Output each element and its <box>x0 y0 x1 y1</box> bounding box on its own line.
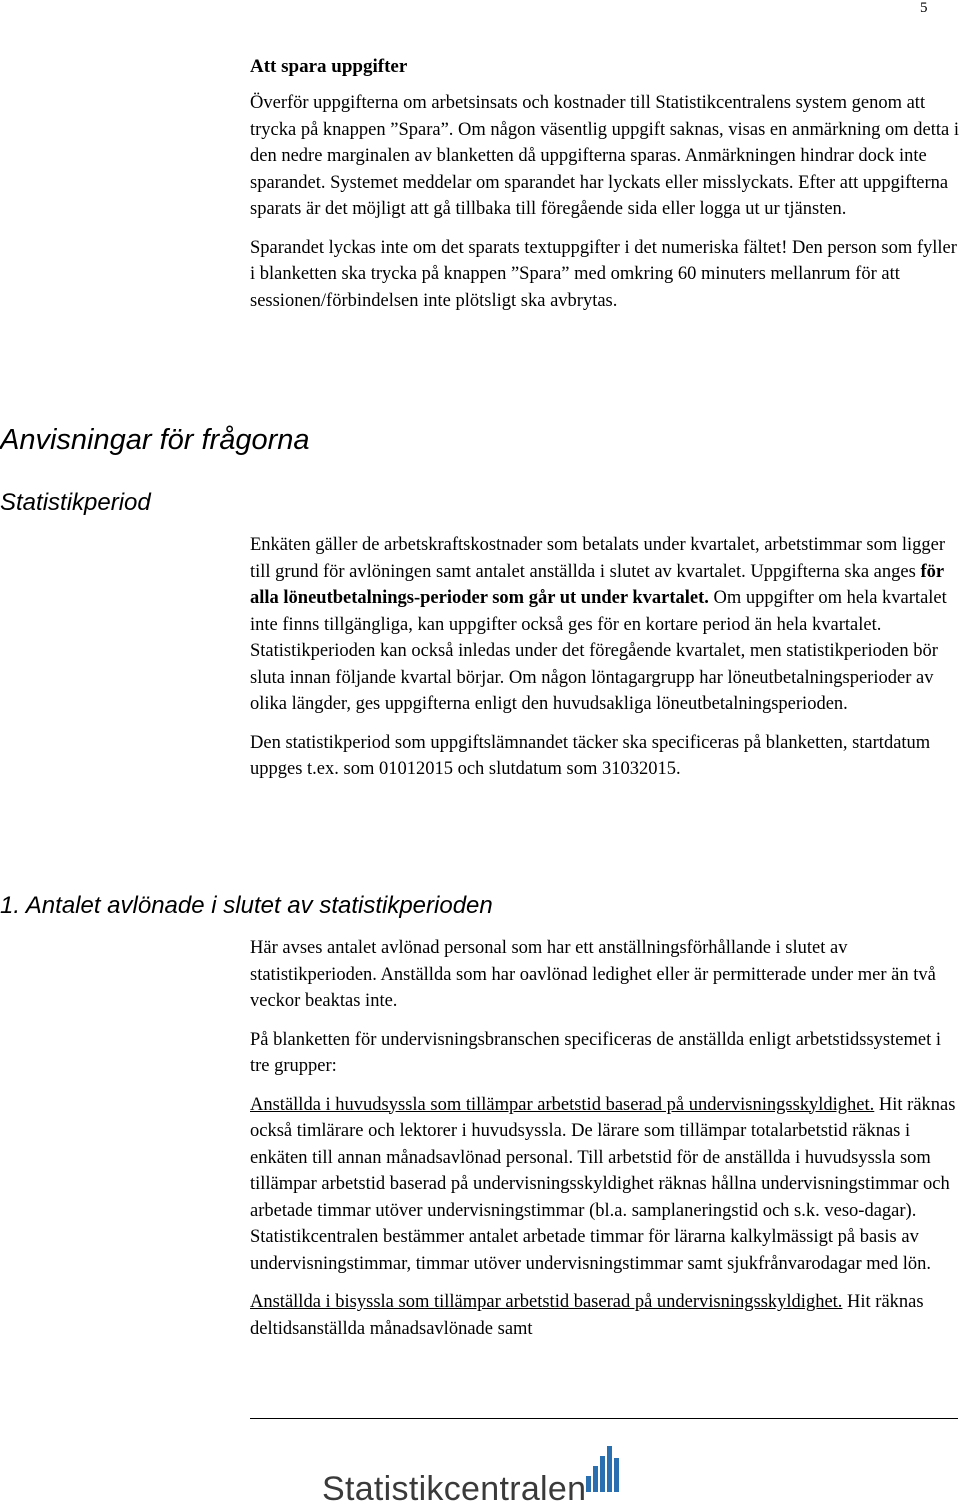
period-text-b: Om uppgifter om hela kvartalet inte finns tillgängliga, kan uppgifter också ges för en kortare period än hela kvartalet. Statistikperioden kan också inledas under det föregående kvartalet, men statistikperioden bör sluta innan följande kvartal börjar. Om någon löntagargrupp har löneutbetalningsperioder av olika längder, ges uppgifterna enligt den huvudsakliga löneutbetalningsperioden. <box>250 588 947 714</box>
period-paragraph-2: Den statistikperiod som uppgiftslämnandet täcker ska specificeras på blanketten, startdatum uppges t.ex. som 01012015 och slutdatum som 31032015. <box>250 732 931 779</box>
footer-divider <box>250 1418 958 1419</box>
statistics-period-heading: Statistikperiod <box>0 489 151 516</box>
saving-instructions-section <box>250 54 960 326</box>
main-occupation-group-label: Anställda i huvudsyssla som tillämpar arbetstid baserad på undervisningsskyldighet. <box>250 1094 875 1115</box>
secondary-occupation-group-text: Hit räknas deltidsanställda månadsavlönade samt <box>250 1292 924 1339</box>
period-paragraph-1 <box>250 532 960 718</box>
page-number: 5 <box>920 0 928 16</box>
question-1-heading: 1. Antalet avlönade i slutet av statistikperioden <box>0 892 493 919</box>
statistikcentralen-logo <box>322 1440 622 1510</box>
q1-paragraph-2: På blanketten för undervisningsbranschen specificeras de anställda enligt arbetstidssystemet i tre grupper: <box>250 1029 941 1076</box>
q1-paragraph-4 <box>250 1289 960 1342</box>
statistics-period-section <box>250 532 960 795</box>
logo-bar <box>614 1458 619 1492</box>
logo-bar <box>586 1476 591 1492</box>
period-bold-text: för alla löneutbetalnings-perioder som går ut under kvartalet. <box>250 561 944 608</box>
logo-bar <box>593 1466 598 1492</box>
logo-bar <box>600 1456 605 1492</box>
instructions-heading: Anvisningar för frågorna <box>0 424 310 456</box>
main-occupation-group-text: Hit räknas också timlärare och lektorer i huvudsyssla. De lärare som tillämpar totalarbetstid räknas i enkäten till annan månadsavlönad personal. Till arbetstid för de anställda i huvudsyssla som tillämpar arbetstid baserad på undervisningsskyldighet räknas hållna undervisningstimmar och arbetade timmar utöver undervisningstimmar (bl.a. samplaneringstid och s.k. veso-dagar). Statistikcentralen bestämmer antalet arbetade timmar för lärarna kalkylmässigt på basis av undervisningstimmar, timmar utöver undervisningstimmar samt sjukfrånvarodagar med lön. <box>250 1094 956 1274</box>
logo-wordmark: Statistikcentralen <box>322 1470 587 1508</box>
saving-paragraph-1: Överför uppgifterna om arbetsinsats och kostnader till Statistikcentralens system genom att trycka på knappen ”Spara”. Om någon väsentlig uppgift saknas, visas en anmärkning om detta i den nedre marginalen av blanketten då uppgifterna sparas. Anmärkningen hindrar dock inte sparandet. Systemet meddelar om sparandet har lyckats eller misslyckats. Efter att uppgifterna sparats är det möjligt att gå tillbaka till föregående sida eller logga ut ur tjänsten. <box>250 93 959 219</box>
logo-bar <box>607 1446 612 1492</box>
period-text-a: Enkäten gäller de arbetskraftskostnader som betalats under kvartalet, arbetstimmar som ligger till grund för avlöningen samt antalet anställda i slutet av kvartalet. Uppgifterna ska anges <box>250 535 946 582</box>
q1-paragraph-3 <box>250 1092 960 1278</box>
secondary-occupation-group-label: Anställda i bisyssla som tillämpar arbetstid baserad på undervisningsskyldighet. <box>250 1292 843 1312</box>
saving-paragraph-2: Sparandet lyckas inte om det sparats textuppgifter i det numeriska fältet! Den person som fyller i blanketten ska trycka på knappen ”Spara” med omkring 60 minuters mellanrum för att sessionen/förbindelsen inte plötsligt ska avbrytas. <box>250 237 957 311</box>
logo-bars-icon <box>322 1440 622 1510</box>
saving-title: Att spara uppgifter <box>250 56 408 77</box>
q1-paragraph-1: Här avses antalet avlönad personal som har ett anställningsförhållande i slutet av statistikperioden. Anställda som har oavlönad ledighet eller är permitterade under mer än två veckor beaktas inte. <box>250 938 936 1011</box>
question-1-section <box>250 935 960 1354</box>
